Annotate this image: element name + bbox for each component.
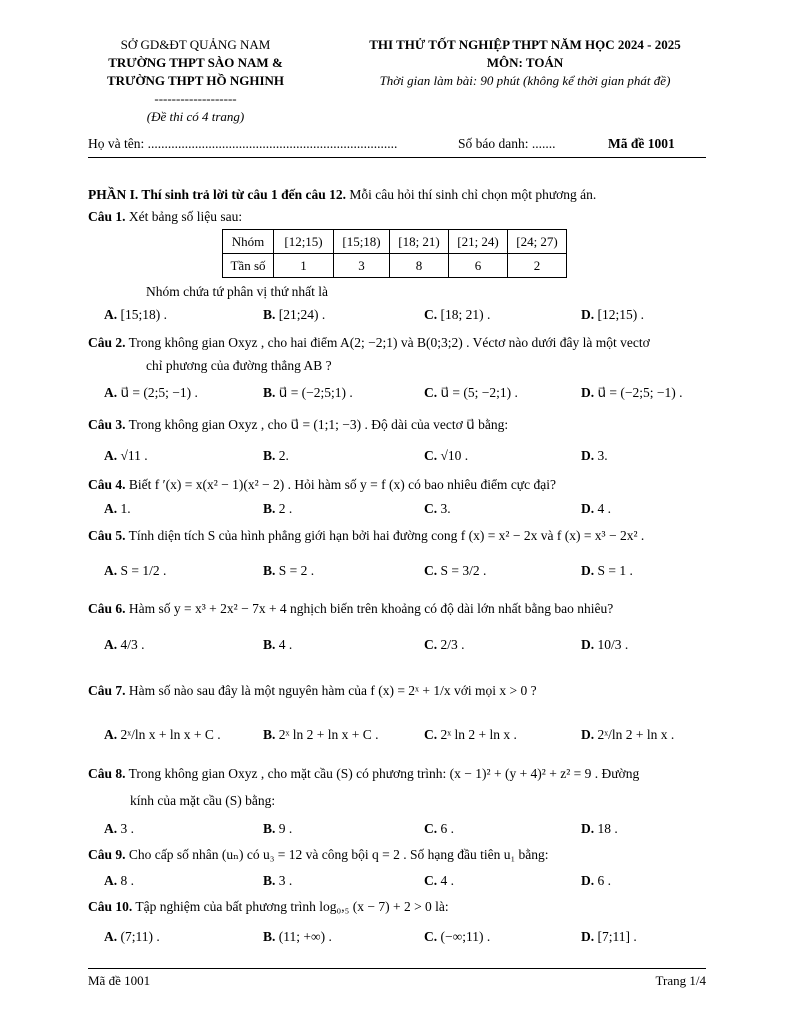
option-a[interactable]: A. 8 . — [104, 873, 134, 888]
table-cell: [15;18) — [334, 230, 390, 254]
name-label: Họ và tên: .......................................................................... — [88, 136, 398, 151]
question-label: Câu 4. — [88, 477, 126, 492]
question-3-options — [0, 447, 792, 465]
part1-title: PHẦN I. Thí sinh trả lời từ câu 1 đến câu 12. — [88, 187, 346, 202]
option-c[interactable]: C. (−∞;11) . — [424, 929, 491, 944]
question-label: Câu 9. — [88, 847, 126, 862]
option-d[interactable]: D. [7;11] . — [581, 929, 637, 944]
pages-note: (Đề thi có 4 trang) — [146, 109, 245, 124]
question-label: Câu 6. — [88, 601, 126, 616]
option-c[interactable]: C. 6 . — [424, 821, 454, 836]
option-c[interactable]: C. S = 3/2 . — [424, 563, 487, 578]
table-cell: Nhóm — [223, 230, 274, 254]
option-c[interactable]: C. 3. — [424, 501, 451, 516]
exam-code: Mã đề 1001 — [608, 136, 675, 151]
option-d[interactable]: D. 6 . — [581, 873, 611, 888]
table-cell: 1 — [274, 254, 334, 278]
question-3 — [88, 416, 710, 434]
option-b[interactable]: B. 2. — [263, 448, 289, 463]
option-d[interactable]: D. 4 . — [581, 501, 611, 516]
table-row — [223, 254, 567, 278]
option-a[interactable]: A. 3 . — [104, 821, 134, 836]
sbd-label: Số báo danh: ....... — [458, 136, 556, 151]
question-1 — [88, 208, 710, 226]
question-label: Câu 1. — [88, 209, 126, 224]
question-label: Câu 10. — [88, 899, 133, 914]
question-text: Tính diện tích S của hình phẳng giới hạn bởi hai đường cong f (x) = x² − 2x và f (x) = x³ − 2x² . — [125, 528, 645, 543]
option-d[interactable]: D. 18 . — [581, 821, 618, 836]
option-d[interactable]: D. [12;15) . — [581, 307, 644, 322]
option-b[interactable]: B. 3 . — [263, 873, 293, 888]
option-b[interactable]: B. (11; +∞) . — [263, 929, 332, 944]
school-header — [88, 36, 303, 126]
question-6 — [88, 600, 710, 618]
question-text: Xét bảng số liệu sau: — [125, 209, 243, 224]
question-8 — [88, 765, 710, 783]
table-cell: 6 — [449, 254, 508, 278]
question-8-extra: kính của mặt cầu (S) bằng: — [130, 793, 276, 808]
question-7 — [88, 682, 710, 700]
part1-heading — [88, 186, 710, 204]
option-b[interactable]: B. 9 . — [263, 821, 293, 836]
frequency-table — [222, 229, 567, 278]
option-d[interactable]: D. 3. — [581, 448, 608, 463]
option-d[interactable]: D. 2ˣ/ln 2 + ln x . — [581, 727, 675, 742]
dashes: ------------------- — [154, 91, 237, 106]
part1-instruction: Mỗi câu hỏi thí sinh chỉ chọn một phương án. — [345, 187, 597, 202]
table-cell: 3 — [334, 254, 390, 278]
option-a[interactable]: A. (7;11) . — [104, 929, 160, 944]
question-text: Trong không gian Oxyz , cho hai điểm A(2; −2;1) và B(0;3;2) . Véctơ nào dưới đây là một vectơ — [125, 335, 650, 350]
question-1-extra: Nhóm chứa tứ phân vị thứ nhất là — [146, 284, 329, 299]
question-9 — [88, 846, 710, 864]
footer-page-number: Trang 1/4 — [655, 973, 706, 988]
option-d[interactable]: D. 10/3 . — [581, 637, 629, 652]
question-5-options — [0, 562, 792, 580]
option-c[interactable]: C. [18; 21) . — [424, 307, 491, 322]
question-9-options — [0, 872, 792, 890]
table-cell: [21; 24) — [449, 230, 508, 254]
option-c[interactable]: C. u⃗ = (5; −2;1) . — [424, 385, 518, 400]
table-cell: Tần số — [223, 254, 274, 278]
question-2 — [88, 334, 710, 352]
table-row — [223, 230, 567, 254]
option-a[interactable]: A. 1. — [104, 501, 131, 516]
dept-name: SỞ GD&ĐT QUẢNG NAM — [120, 37, 271, 52]
question-10 — [88, 898, 710, 916]
footer-exam-code: Mã đề 1001 — [88, 973, 151, 988]
question-7-options — [0, 726, 792, 744]
question-6-options — [0, 636, 792, 654]
question-8-options — [0, 820, 792, 838]
table-cell: 8 — [390, 254, 449, 278]
exam-header — [330, 36, 720, 90]
question-2-extra: chỉ phương của đường thẳng AB ? — [146, 358, 332, 373]
option-c[interactable]: C. 4 . — [424, 873, 454, 888]
school-name-1: TRƯỜNG THPT SÀO NAM & — [108, 55, 283, 70]
table-cell: [18; 21) — [390, 230, 449, 254]
option-a[interactable]: A. u⃗ = (2;5; −1) . — [104, 385, 198, 400]
option-a[interactable]: A. 4/3 . — [104, 637, 145, 652]
question-label: Câu 5. — [88, 528, 126, 543]
subject: MÔN: TOÁN — [486, 55, 564, 70]
option-b[interactable]: B. 2ˣ ln 2 + ln x + C . — [263, 727, 379, 742]
table-cell: 2 — [508, 254, 567, 278]
question-text: Biết f ′(x) = x(x² − 1)(x² − 2) . Hỏi hàm số y = f (x) có bao nhiêu điểm cực đại? — [125, 477, 556, 492]
question-2-options — [0, 384, 792, 402]
school-name-2: TRƯỜNG THPT HỒ NGHINH — [106, 73, 285, 88]
question-text: Trong không gian Oxyz , cho mặt cầu (S) có phương trình: (x − 1)² + (y + 4)² + z² = 9 . Đường — [125, 766, 640, 781]
option-b[interactable]: B. S = 2 . — [263, 563, 315, 578]
exam-title: THI THỬ TỐT NGHIỆP THPT NĂM HỌC 2024 - 2025 — [369, 37, 681, 52]
student-info-row — [88, 136, 706, 156]
question-text: Hàm số y = x³ + 2x² − 7x + 4 nghịch biến trên khoảng có độ dài lớn nhất bằng bao nhiêu? — [125, 601, 614, 616]
question-4-options — [0, 500, 792, 518]
option-d[interactable]: D. u⃗ = (−2;5; −1) . — [581, 385, 683, 400]
option-b[interactable]: B. 4 . — [263, 637, 293, 652]
question-label: Câu 8. — [88, 766, 126, 781]
option-c[interactable]: C. 2/3 . — [424, 637, 465, 652]
question-label: Câu 3. — [88, 417, 126, 432]
option-d[interactable]: D. S = 1 . — [581, 563, 633, 578]
option-a[interactable]: A. S = 1/2 . — [104, 563, 167, 578]
question-text: Trong không gian Oxyz , cho u⃗ = (1;1; −3) . Độ dài của vectơ u⃗ bằng: — [125, 417, 509, 432]
option-b[interactable]: B. [21;24) . — [263, 307, 326, 322]
question-1-options — [0, 306, 792, 324]
table-cell: [24; 27) — [508, 230, 567, 254]
question-text: Tập nghiệm của bất phương trình log₀,₅ (x − 7) + 2 > 0 là: — [132, 899, 449, 914]
question-10-options — [0, 928, 792, 946]
option-b[interactable]: B. u⃗ = (−2;5;1) . — [263, 385, 353, 400]
option-a[interactable]: A. 2ˣ/ln x + ln x + C . — [104, 727, 221, 742]
divider — [88, 157, 706, 158]
option-c[interactable]: C. 2ˣ ln 2 + ln x . — [424, 727, 517, 742]
question-label: Câu 2. — [88, 335, 126, 350]
time-note: Thời gian làm bài: 90 phút (không kể thời gian phát đề) — [379, 73, 671, 88]
option-a[interactable]: A. [15;18) . — [104, 307, 167, 322]
question-5 — [88, 527, 710, 545]
question-4 — [88, 476, 710, 494]
table-cell: [12;15) — [274, 230, 334, 254]
question-text: Hàm số nào sau đây là một nguyên hàm của f (x) = 2ˣ + 1/x với mọi x > 0 ? — [125, 683, 537, 698]
option-b[interactable]: B. 2 . — [263, 501, 293, 516]
question-text: Cho cấp số nhân (uₙ) có u₃ = 12 và công bội q = 2 . Số hạng đầu tiên u₁ bằng: — [125, 847, 549, 862]
option-c[interactable]: C. √10 . — [424, 448, 469, 463]
option-a[interactable]: A. √11 . — [104, 448, 148, 463]
footer-divider — [88, 968, 706, 969]
question-label: Câu 7. — [88, 683, 126, 698]
